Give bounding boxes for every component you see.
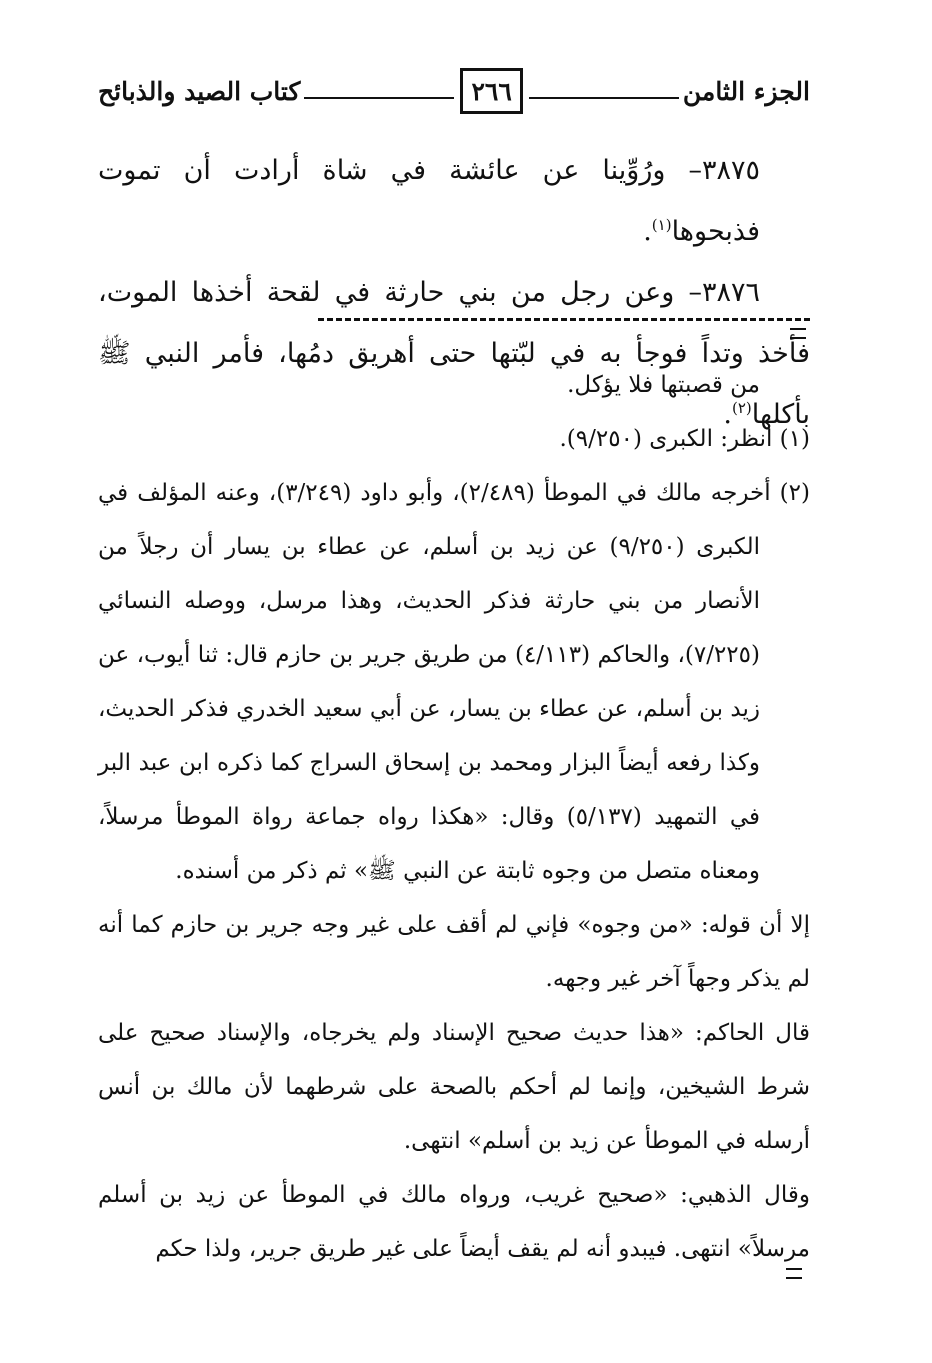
continuation-mark (790, 328, 806, 339)
continuation-mark (786, 1268, 802, 1279)
part-label: الجزء الثامن (682, 76, 810, 106)
hadith-3875 (98, 140, 810, 262)
footnotes (98, 358, 810, 1276)
hadith-text: ٣٨٧٦– وعن رجل من بني حارثة في لقحة أخذها الموت، فأخذ وتداً فوجأ به في لبّتها حتى أهريق دمُها، فأمر النبي ﷺ بأكلها (98, 277, 810, 430)
hadith-text: ٣٨٧٥– ورُوِّينا عن عائشة في شاة أرادت أن تموت فذبحوها (98, 155, 760, 247)
header-rule (529, 97, 679, 99)
page-number: ٢٦٦ (460, 68, 522, 114)
footnote-ref-1: (١) (651, 216, 672, 234)
running-header (98, 64, 810, 118)
punctuation: . (643, 216, 652, 247)
footnote-ref-2: (٢) (732, 399, 752, 417)
header-rule (304, 97, 454, 99)
footnote-paragraph: إلا أن قوله: «من وجوه» فإني لم أقف على غير وجه جرير بن حازم كما أنه لم يذكر وجهاً آخر غير وجهه. (98, 912, 810, 992)
footnote-continuation: من قصبتها فلا يؤكل. (567, 372, 760, 398)
footnote-2: (٢) أخرجه مالك في الموطأ (٢/٤٨٩)، وأبو داود (٣/٢٤٩)، وعنه المؤلف في الكبرى (٩/٢٥٠) عن زيد بن أسلم، عن عطاء بن يسار أن رجلاً من الأنصار من بني حارثة فذكر الحديث، وهذا مرسل، ووصله النسائي (٧/٢٢٥)، والحاكم (٤/١١٣) من طريق جرير بن حازم قال: ثنا أيوب، عن زيد بن أسلم، عن عطاء بن يسار، عن أبي سعيد الخدري فذكر الحديث، وكذا رفعه أيضاً البزار ومحمد بن إسحاق السراج كما ذكره ابن عبد البر في التمهيد (٥/١٣٧) وقال: «هكذا رواه جماعة رواة الموطأ مرسلاً، ومعناه متصل من وجوه ثابتة عن النبي ﷺ» ثم ذكر من أسنده. (98, 480, 810, 884)
footnote-paragraph: قال الحاكم: «هذا حديث صحيح الإسناد ولم يخرجاه، والإسناد صحيح على شرط الشيخين، وإنما لم أحكم بالصحة على شرطهما لأن مالك بن أنس أرسله في الموطأ عن زيد بن أسلم» انتهى. (98, 1020, 810, 1154)
book-title: كتاب الصيد والذبائح (98, 76, 301, 106)
footnote-1: (١) انظر: الكبرى (٩/٢٥٠). (559, 426, 810, 452)
footnote-separator (318, 318, 810, 321)
punctuation: . (723, 399, 732, 430)
footnote-paragraph: وقال الذهبي: «صحيح غريب، ورواه مالك في الموطأ عن زيد بن أسلم مرسلاً» انتهى. فيبدو أنه لم يقف أيضاً على غير طريق جرير، ولذا حكم (98, 1182, 810, 1262)
